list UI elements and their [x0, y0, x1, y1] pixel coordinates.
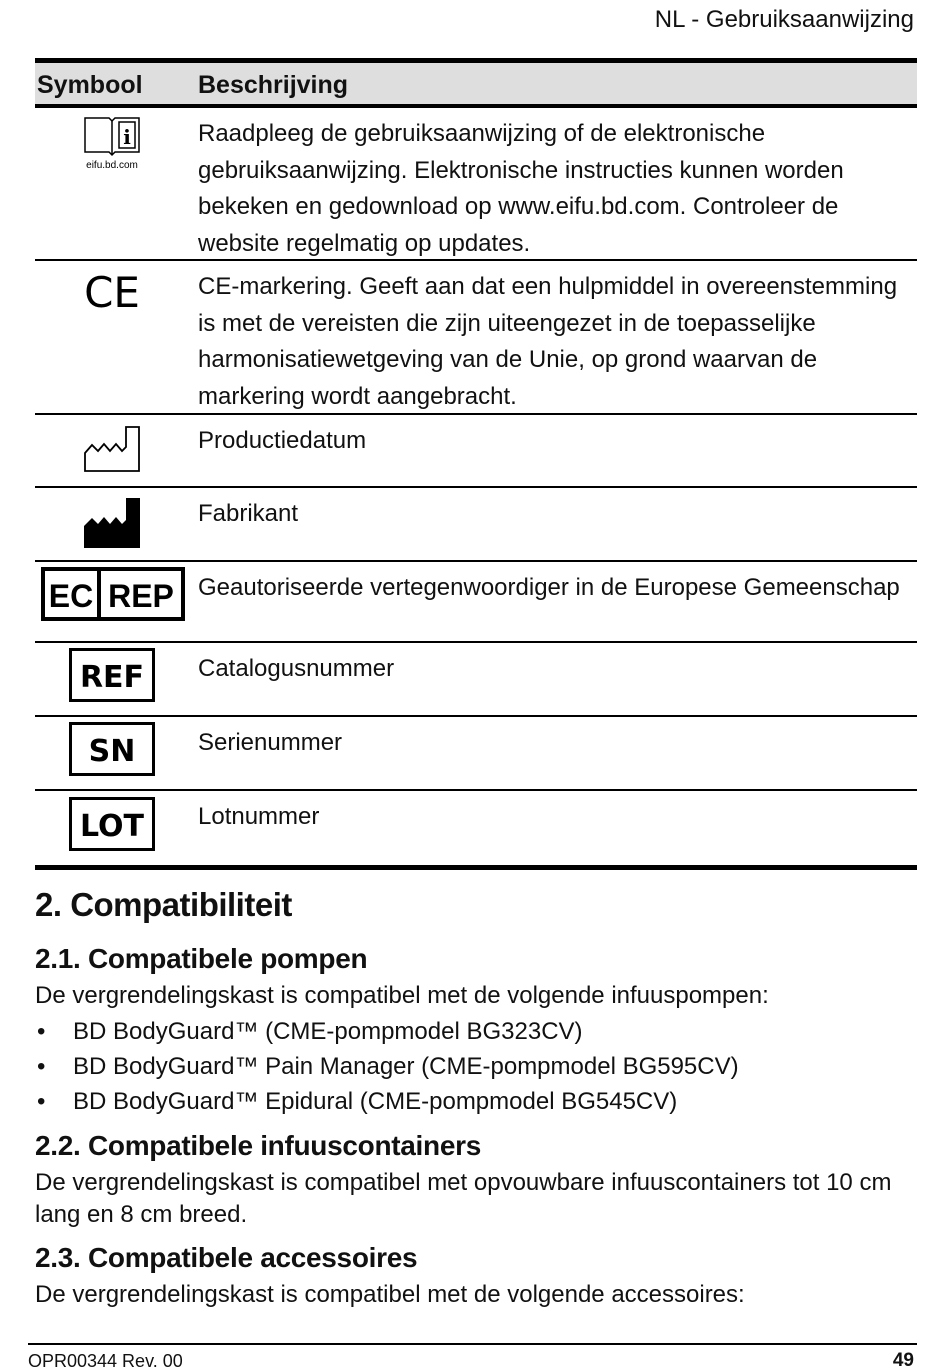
column-header-symbol: Symbool — [37, 71, 143, 99]
table-row — [35, 717, 917, 791]
page-header-title: NL - Gebruiksaanwijzing — [654, 6, 914, 33]
ec-rep-label-ec: EC — [48, 578, 94, 614]
table-row — [35, 562, 917, 643]
table-header-row — [35, 63, 917, 108]
subsection-title-accessories: 2.3. Compatibele accessoires — [35, 1242, 418, 1273]
table-row — [35, 261, 917, 415]
date-of-manufacture-icon — [81, 421, 143, 477]
containers-text: De vergrendelingskast is compatibel met opvouwbare infuuscontainers tot 10 cm lang en 8 cm breed. — [35, 1169, 892, 1228]
symbols-table — [35, 58, 917, 870]
ce-mark-icon — [79, 271, 145, 317]
subsection-title-containers: 2.2. Compatibele infuuscontainers — [35, 1130, 481, 1161]
table-row — [35, 415, 917, 488]
symbol-cell — [35, 562, 187, 641]
manufacturer-icon — [81, 494, 143, 550]
row-description: Productiedatum — [198, 427, 367, 454]
lot-label: LOT — [79, 809, 145, 844]
row-description: Serienummer — [198, 729, 343, 756]
row-description: Catalogusnummer — [198, 655, 395, 682]
sn-label: SN — [88, 734, 136, 769]
accessories-text: De vergrendelingskast is compatibel met de volgende accessoires: — [35, 1281, 745, 1308]
row-description: Lotnummer — [198, 803, 320, 830]
ref-icon — [69, 648, 155, 702]
ifu-url-label: eifu.bd.com — [86, 160, 138, 171]
ce-mark-text: CE — [84, 271, 140, 317]
row-description: Fabrikant — [198, 500, 299, 527]
table-row — [35, 108, 917, 261]
footer-doc-ref: OPR00344 Rev. 00 — [28, 1351, 183, 1371]
subsection-title-pumps: 2.1. Compatibele pompen — [35, 943, 368, 974]
symbol-cell — [35, 261, 187, 413]
ref-label: REF — [79, 660, 145, 695]
svg-text:i: i — [123, 125, 131, 149]
table-row — [35, 643, 917, 717]
ec-rep-icon — [41, 567, 185, 621]
row-description: CE-markering. Geeft aan dat een hulpmiddel in overeenstemming is met de vereisten die zijn uiteengezet in de toepasselijke harmonisatiewetgeving van de Unie, op grond waarvan de markering wordt aangebracht. — [198, 273, 898, 410]
sn-icon — [69, 722, 155, 776]
list-item: • BD BodyGuard™ Pain Manager (CME-pompmodel BG595CV) — [35, 1049, 739, 1084]
list-item: • BD BodyGuard™ (CME-pompmodel BG323CV) — [35, 1014, 739, 1049]
footer-rule — [28, 1343, 917, 1345]
symbol-cell — [35, 415, 187, 486]
symbol-cell — [35, 488, 187, 560]
table-row — [35, 488, 917, 562]
list-item: • BD BodyGuard™ Epidural (CME-pompmodel BG545CV) — [35, 1084, 739, 1119]
footer-page-number: 49 — [892, 1350, 914, 1371]
row-description: Raadpleeg de gebruiksaanwijzing of de elektronische gebruiksaanwijzing. Elektronische instructies kunnen worden bekeken en gedownload op www.eifu.bd.com. Controleer de website regelmatig op updates. — [198, 120, 844, 257]
symbol-cell — [35, 108, 187, 259]
column-header-description: Beschrijving — [198, 71, 349, 99]
row-description: Geautoriseerde vertegenwoordiger in de Europese Gemeenschap — [198, 574, 900, 601]
pumps-list — [35, 1014, 739, 1119]
lot-icon — [69, 797, 155, 851]
symbol-cell — [35, 791, 187, 865]
ifu-book-icon — [81, 114, 143, 172]
section-title-compatibility: 2. Compatibiliteit — [35, 886, 292, 923]
symbol-cell — [35, 643, 187, 715]
table-row — [35, 791, 917, 870]
ec-rep-label-rep: REP — [108, 578, 174, 614]
pumps-intro: De vergrendelingskast is compatibel met de volgende infuuspompen: — [35, 982, 769, 1009]
symbol-cell — [35, 717, 187, 789]
